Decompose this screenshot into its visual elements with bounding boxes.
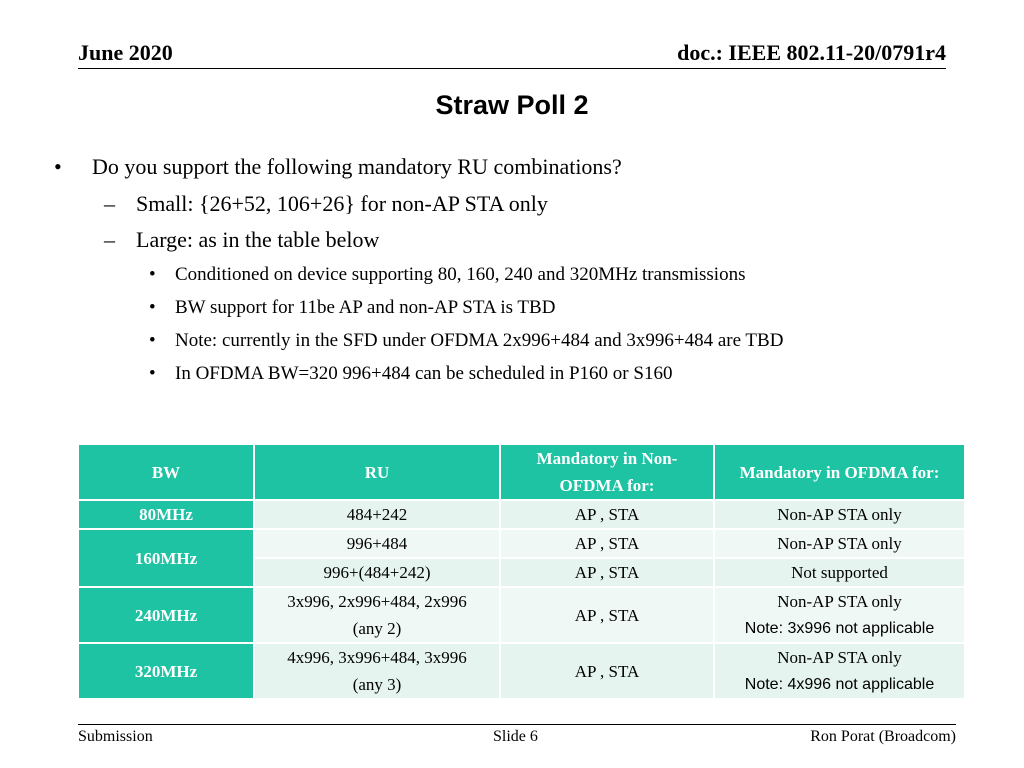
bw-cell: 320MHz — [78, 643, 254, 699]
bw-cell: 80MHz — [78, 500, 254, 529]
bullet-text: Large: as in the table below — [136, 227, 380, 252]
bullet-text: Conditioned on device supporting 80, 160, 240 and 320MHz transmissions — [175, 264, 746, 285]
non-ofdma-cell: AP , STA — [500, 529, 714, 558]
bw-cell: 240MHz — [78, 587, 254, 643]
sub-bullet-small — [104, 191, 548, 217]
footer-submission: Submission — [78, 728, 153, 745]
ru-cell: 996+484 — [254, 529, 500, 558]
bullet-marker: • — [149, 297, 156, 318]
header-date: June 2020 — [78, 40, 173, 65]
non-ofdma-cell: AP , STA — [500, 500, 714, 529]
ofdma-cell: Not supported — [714, 558, 965, 587]
non-ofdma-cell: AP , STA — [500, 643, 714, 699]
dash-marker: – — [104, 227, 115, 252]
ru-cell — [254, 643, 500, 699]
footer-divider — [78, 724, 956, 725]
sub-bullet-large — [104, 227, 380, 253]
bullet-text: BW support for 11be AP and non-AP STA is TBD — [175, 297, 556, 318]
ru-combination-table — [77, 443, 966, 700]
ofdma-note: Note: 3x996 not applicable — [744, 620, 935, 637]
dash-marker: – — [104, 191, 115, 216]
table-row — [78, 500, 965, 529]
ru-line: (any 2) — [352, 619, 402, 638]
bullet-text: Small: {26+52, 106+26} for non-AP STA only — [136, 191, 548, 216]
ru-cell — [254, 587, 500, 643]
ofdma-cell — [714, 643, 965, 699]
header-ofdma: Mandatory in OFDMA for: — [714, 444, 965, 500]
table-row — [78, 643, 965, 699]
header-bw: BW — [78, 444, 254, 500]
header-non-ofdma: Mandatory in Non-OFDMA for: — [500, 444, 714, 500]
bullet-marker: • — [54, 154, 62, 179]
bullet-text: In OFDMA BW=320 996+484 can be scheduled in P160 or S160 — [175, 363, 673, 384]
sub-sub-bullet — [149, 297, 556, 319]
ofdma-cell: Non-AP STA only — [714, 529, 965, 558]
sub-sub-bullet — [149, 330, 784, 352]
ofdma-cell: Non-AP STA only — [714, 500, 965, 529]
bw-cell: 160MHz — [78, 529, 254, 587]
ru-cell: 996+(484+242) — [254, 558, 500, 587]
table-header-row — [78, 444, 965, 500]
footer-author: Ron Porat (Broadcom) — [810, 728, 956, 745]
ru-line: (any 3) — [352, 675, 402, 694]
bullet-marker: • — [149, 363, 156, 384]
ru-line: 4x996, 3x996+484, 3x996 — [287, 648, 467, 667]
ofdma-note: Note: 4x996 not applicable — [744, 676, 935, 693]
bullet-text: Do you support the following mandatory RU combinations? — [92, 154, 622, 179]
sub-sub-bullet — [149, 264, 746, 286]
bullet-text: Note: currently in the SFD under OFDMA 2x996+484 and 3x996+484 are TBD — [175, 330, 784, 351]
header-ru: RU — [254, 444, 500, 500]
table-row — [78, 587, 965, 643]
bullet-marker: • — [149, 264, 156, 285]
table-row — [78, 529, 965, 558]
header-divider — [78, 68, 946, 69]
non-ofdma-cell: AP , STA — [500, 587, 714, 643]
footer-slide-number: Slide 6 — [493, 728, 538, 745]
header-doc-id: doc.: IEEE 802.11-20/0791r4 — [677, 40, 946, 65]
ru-cell: 484+242 — [254, 500, 500, 529]
sub-sub-bullet — [149, 363, 673, 385]
ru-line: 3x996, 2x996+484, 2x996 — [287, 592, 467, 611]
bullet-marker: • — [149, 330, 156, 351]
non-ofdma-cell: AP , STA — [500, 558, 714, 587]
slide-title: Straw Poll 2 — [435, 90, 589, 120]
ofdma-cell — [714, 587, 965, 643]
ofdma-line: Non-AP STA only — [777, 648, 902, 667]
ofdma-line: Non-AP STA only — [777, 592, 902, 611]
bullet-question — [54, 154, 622, 180]
